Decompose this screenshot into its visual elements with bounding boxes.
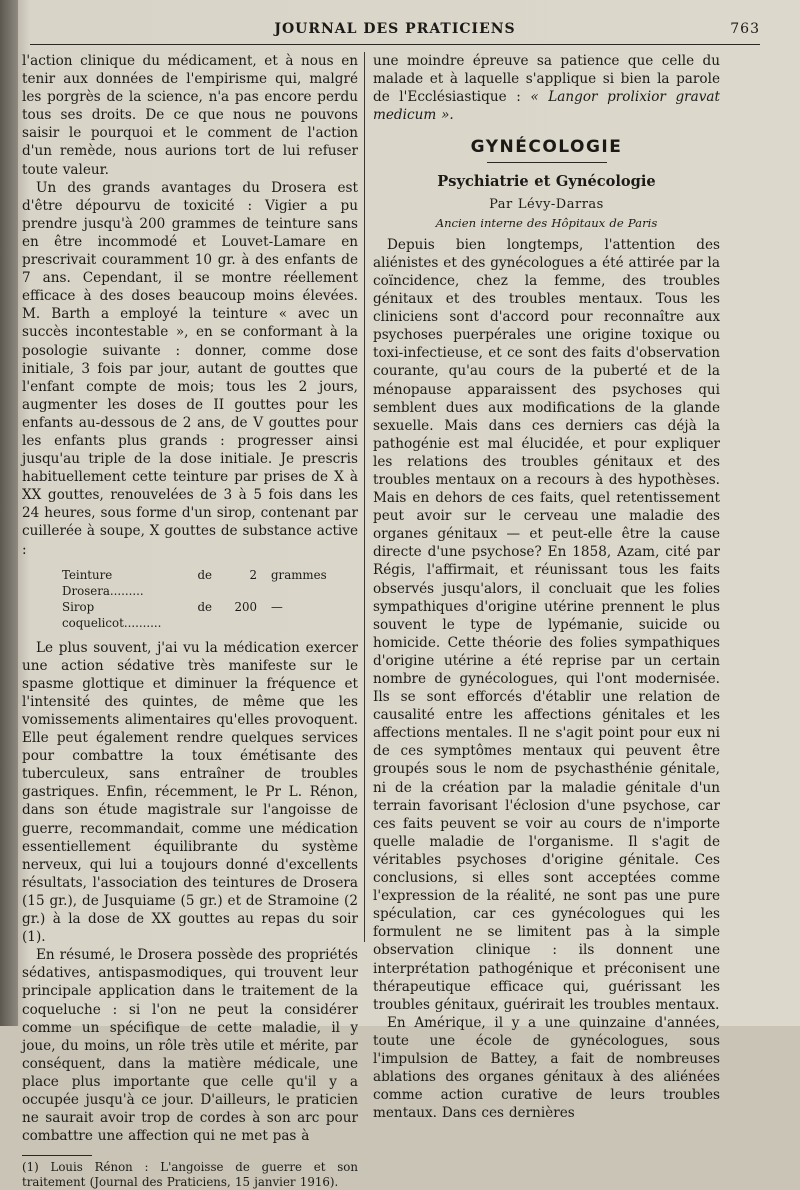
footnote-rule xyxy=(22,1155,92,1156)
intro-text: une moindre épreuve sa patience que celle du malade et à laquelle s'applique si bien la parole de l'Ecclésiastique : xyxy=(373,53,720,106)
header-rule xyxy=(30,44,760,45)
right-column xyxy=(373,52,720,1122)
footnote: (1) Louis Rénon : L'angoisse de guerre et son traitement (Journal des Praticiens, 15 janvier 1916). xyxy=(22,1160,358,1190)
paragraph: En Amérique, il y a une quinzaine d'années, toute une école de gynécologues, sous l'impulsion de Battey, a fait de nombreuses ablations des organes génitaux à des aliénées comme action curative de leurs troubles mentaux. Dans ces dernières xyxy=(373,1014,720,1122)
recipe-row xyxy=(62,599,358,631)
recipe-row xyxy=(62,567,358,599)
recipe-ingredient: Teinture de Drosera......... xyxy=(62,567,212,598)
latin-quote: « Langor prolixior gravat medicum ». xyxy=(373,89,721,124)
recipe-unit: — xyxy=(271,599,283,614)
author-affiliation: Ancien interne des Hôpitaux de Paris xyxy=(435,215,658,230)
recipe-unit: grammes xyxy=(271,567,327,582)
paragraph xyxy=(373,52,720,124)
section-title: GYNÉCOLOGIE xyxy=(470,137,623,158)
paragraph: Depuis bien longtemps, l'attention des aliénistes et des gynécologues a été attirée par la coïncidence, chez la femme, des troubles génitaux et des troubles mentaux. Tous les cliniciens sont d'accord pour reconnaître aux psychoses puerpérales une origine toxique ou toxi-infectieuse, et ce sont des faits d'observation courante, qu'au cours de la puberté et de la ménopause apparaissent des psychoses qui semblent dues aux modifications de la glande sexuelle. Mais dans ces derniers cas déjà la pathogénie est mal élucidée, et pour expliquer les relations des troubles génitaux et des troubles mentaux on a recours à des hypothèses. Mais en dehors de ces faits, quel retentissement peut avoir sur le cerveau une maladie des organes génitaux — et peut-elle être la cause directe d'une psychose? En 1858, Azam, cité par Régis, l'affirmait, et réunissant tous les faits observés jusqu'alors, il concluait que les folies sympathiques d'origine utérine prennent le plus souvent le type de lypémanie, suicide ou homicide. Cette théorie des folies sympathiques d'origine utérine a été reprise par un certain nombre de gynécologues, qui l'ont modernisée. Ils se sont efforcés d'établir une relation de causalité entre les affections génitales et les affections mentales. Il ne s'agit point pour eux ni de ces symptômes mentaux qui peuvent être groupés sous le nom de psychasthénie génitale, ni de la création par la maladie génitale d'un terrain favorisant l'éclosion d'une psychose, car ces faits peuvent se voir au cours de n'importe quelle maladie de l'organisme. Il s'agit de véritables psychoses d'origine génitale. Ces conclusions, si elles sont acceptées comme l'expression de la réalité, ne sont pas une pure spéculation, car ces gynécologues qui les formulent ne se limitent pas à la simple observation clinique : ils donnent une interprétation pathogénique et préconisent une thérapeutique efficace qui, guérissant les troubles génitaux, guérirait les troubles mentaux. xyxy=(373,236,720,1013)
book-spine-shadow xyxy=(0,0,18,1026)
left-column xyxy=(22,52,358,1190)
journal-title: JOURNAL DES PRATICIENS xyxy=(274,21,516,37)
paragraph: l'action clinique du médicament, et à nous en tenir aux données de l'empirisme qui, malgré les porgrès de la science, n'a pas encore perdu tous ses droits. De ce que nous ne pouvons saisir le pourquoi et le comment de l'action d'un remède, nous aurions tort de lui refuser toute valeur. xyxy=(22,53,358,178)
page-number: 763 xyxy=(730,21,760,37)
column-divider xyxy=(364,52,365,942)
recipe-table xyxy=(62,567,358,631)
paragraph: En résumé, le Drosera possède des propriétés sédatives, antispasmodiques, qui trouvent leur principale application dans le traitement de la coqueluche : si l'on ne peut la considérer comme un spécifique de cette maladie, il y joue, du moins, un rôle très utile et mérite, par conséquent, dans la matière médicale, une place plus importante que celle qu'il y a occupée jusqu'à ce jour. D'ailleurs, le praticien ne saurait avoir trop de cordes à son arc pour combattre une affection qui ne met pas à xyxy=(22,947,358,1145)
recipe-quantity: 2 xyxy=(249,567,257,582)
recipe-ingredient: Sirop de coquelicot.......... xyxy=(62,599,212,630)
paragraph: Le plus souvent, j'ai vu la médication exercer une action sédative très manifeste sur le spasme glottique et diminuer la fréquence et l'intensité des quintes, de même que les vomissements alimentaires qu'elles provoquent. Elle peut également rendre quelques services pour combattre la toux émétisante des tuberculeux, sans entraîner de troubles gastriques. Enfin, récemment, le Pr L. Rénon, dans son étude magistrale sur l'angoisse de guerre, recommandait, comme une médication essentiellement équilibrante du système nerveux, qui lui a toujours donné d'excellents résultats, l'association des teintures de Drosera (15 gr.), de Jusquiame (5 gr.) et de Stramoine (2 gr.) à la dose de XX gouttes au repas du soir (1). xyxy=(22,639,358,946)
section-rule xyxy=(487,162,607,163)
running-header xyxy=(30,18,760,42)
paragraph: Un des grands avantages du Drosera est d'être dépourvu de toxicité : Vigier a pu prendre jusqu'à 200 grammes de teinture sans en être incommodé et Louvet-Lamare en prescrivait couramment 10 gr. à des enfants de 7 ans. Cependant, il se montre réellement efficace à des doses beaucoup moins élevées. M. Barth a employé la teinture « avec un succès incontestable », en se conformant à la posologie suivante : donner, comme dose initiale, 3 fois par jour, autant de gouttes que l'enfant compte de mois; tous les 2 jours, augmenter les doses de II gouttes pour les enfants au-dessous de 2 ans, de V gouttes pour les enfants plus grands : progresser ainsi jusqu'au triple de la dose initiale. Je prescris habituellement cette teinture par prises de X à XX gouttes, renouvelées de 3 à 5 fois dans les 24 heures, sous forme d'un sirop, contenant par cuillerée à soupe, X gouttes de substance active : xyxy=(22,179,358,558)
article-title: Psychiatrie et Gynécologie xyxy=(437,173,656,191)
recipe-quantity: 200 xyxy=(234,599,257,614)
byline: Par Lévy-Darras xyxy=(489,196,604,212)
